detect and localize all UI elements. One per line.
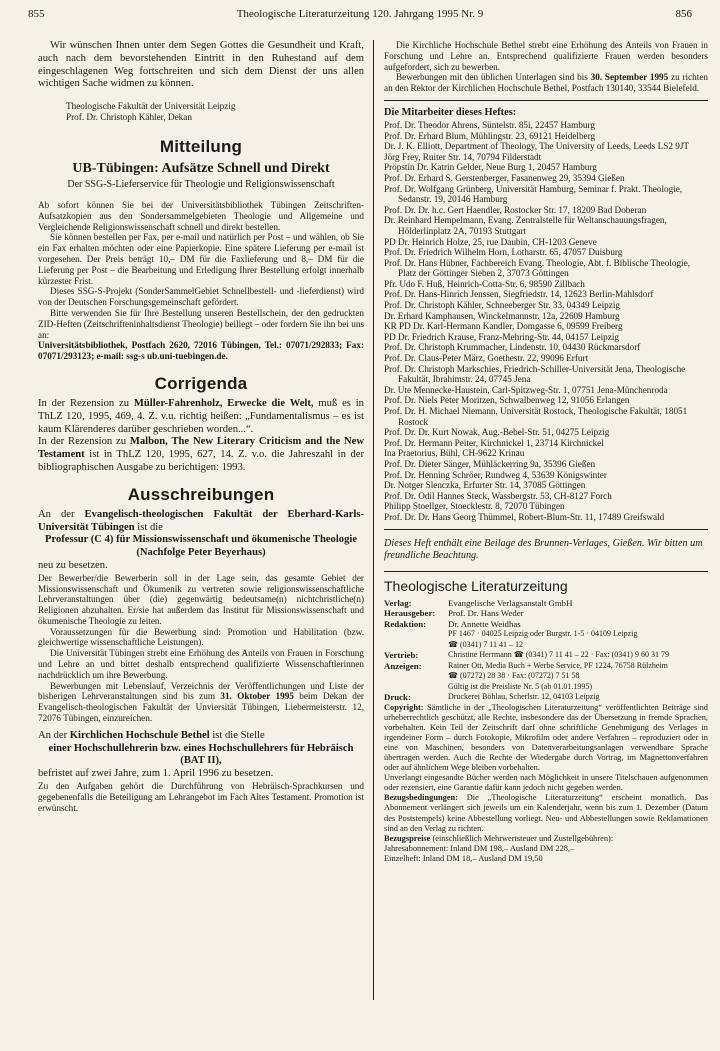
- imprint-label: Verlag:: [384, 597, 412, 608]
- imprint-label: Druck:: [384, 692, 411, 703]
- mitarbeiter-entry: Dr. J. K. Elliott, Department of Theology, The University of Leeds, Leeds LS2 9JT: [384, 141, 690, 152]
- journal-title: Theologische Literaturzeitung 120. Jahrgang 1995 Nr. 9: [236, 8, 484, 20]
- ub-paragraph-1: Ab sofort können Sie bei der Universitätsbibliothek Tübingen Zeitschriften-Aufsatzkopien aus den Sondersammelgebieten Theologie und Allgemeine und Vergleichende Religionswissenschaft schnell und direkt bestellen.: [38, 199, 364, 232]
- imprint-value: Evangelische Verlagsanstalt GmbH: [448, 597, 573, 608]
- mitarbeiter-entry: Prof. Dr. Dr. Kurt Nowak, Aug.-Bebel-Str. 51, 04275 Leipzig: [384, 427, 610, 438]
- bezugsbedingungen: Bezugsbedingungen: Die „Theologische Literaturzeitung“ erscheint monatlich. Das Abonnement verlängert sich jeweils um ein Kalenderjahr, wenn bis zum 1. Dezember (Datum des Poststempels) keine Abbestellung vorliegt. Neu- und Abbestellungen sowie Reklamationen sind an den Verlag zu richten.: [384, 793, 708, 833]
- imprint-value: Druckerei Böhlau, Scherlstr. 12, 04103 Leipzig: [448, 692, 600, 702]
- mitarbeiter-entry: Prof. Dr. Theodor Ahrens, Süntelstr. 85i, 22457 Hamburg: [384, 119, 595, 130]
- ausschreibungen-heading: Ausschreibungen: [127, 484, 275, 504]
- imprint-label: Herausgeber:: [384, 608, 436, 619]
- imprint-label: Redaktion:: [384, 618, 427, 629]
- imprint-value: Prof. Dr. Hans Weder: [448, 608, 524, 619]
- imprint-value: Rainer Ott, Media Buch + Werbe Service, PF 1224, 76758 Rülzheim ☎ (07272) 28 38 · Fax: (07272) 7 51 58 Gültig ist die Preisliste Nr. 5 (ab 01.01.1995): [448, 660, 668, 691]
- mitarbeiter-entry: Prof. Dr. Christoph Kähler, Schneeberger Str. 33, 04349 Leipzig: [384, 300, 620, 311]
- signature-dean: Prof. Dr. Christoph Kähler, Dekan: [66, 112, 192, 123]
- ub-paragraph-3: Dieses SSG-S-Projekt (SonderSammelGebiet Schnellbestell- und -lieferdienst) wird von der Deutschen Forschungsgemeinschaft gefördert.: [38, 286, 364, 308]
- mitarbeiter-entry: Prof. Dr. Hans-Hinrich Jenssen, Siegfriedstr. 14, 12623 Berlin-Mahlsdorf: [384, 289, 654, 300]
- bethel-paragraph-3: Bewerbungen mit den üblichen Unterlagen sind bis 30. September 1995 zu richten an den Rektor der Kirchlichen Hochschule Bethel, Postfach 130140, 33544 Bielefeld.: [384, 72, 708, 94]
- page-number-left: 855: [28, 8, 45, 20]
- bezugspreise-einzelheft: Einzelheft: Inland DM 18,– Ausland DM 19,50: [384, 853, 543, 863]
- bethel-paragraph-2: Die Kirchliche Hochschule Bethel strebt eine Erhöhung des Anteils von Frauen in Forschung und Lehre an. Entsprechend qualifizierte Frauen werden besonders aufgefordert, sich zu bewerben.: [384, 40, 708, 72]
- tuebingen-paragraph-3: Die Universität Tübingen strebt eine Erhöhung des Anteils von Frauen in Forschung und Lehre an und bittet deshalb entsprechend qualifizierte Wissenschaftlerinnen nachdrücklich um ihre Bewerbung.: [38, 648, 364, 680]
- ub-subheading: Der SSG-S-Lieferservice für Theologie und Religionswissenschaft: [67, 179, 335, 191]
- mitarbeiter-entry: Prof. Dr. Niels Peter Moritzen, Schwalbenweg 12, 91056 Erlangen: [384, 395, 630, 406]
- tlz-imprint-title: Theologische Literaturzeitung: [384, 577, 568, 594]
- mitarbeiter-entry: Prof. Dr. Erhard S. Gerstenberger, Fasanenweg 29, 35394 Gießen: [384, 172, 625, 183]
- mitarbeiter-entry: Dr. Erhard Kamphausen, Winckelmannstr. 12a, 22609 Hamburg: [384, 310, 620, 321]
- running-header: [28, 8, 692, 24]
- ub-address: Universitätsbibliothek, Postfach 2620, 72016 Tübingen, Tel.: 07071/292833; Fax: 07071/293123; e-mail: ssg-s ub.uni-tuebingen.de.: [38, 340, 364, 362]
- mitarbeiter-entry: Dr. Notger Slenczka, Erfurter Str. 14, 37085 Göttingen: [384, 480, 586, 491]
- mitarbeiter-list: [384, 120, 708, 523]
- mitarbeiter-entry: Prof. Dr. Hermann Peiter, Kirchnickel 1, 23714 Kirchnickel: [384, 437, 604, 448]
- ub-heading: UB-Tübingen: Aufsätze Schnell und Direkt: [72, 161, 330, 177]
- mitarbeiter-entry: Prof. Dr. H. Michael Niemann, Universität Rostock, Theologische Fakultät, 18051 Rostock: [384, 406, 688, 427]
- mitarbeiter-entry: Prof. Dr. Dr. h.c. Gert Haendler, Rostocker Str. 17, 18209 Bad Doberan: [384, 204, 647, 215]
- tuebingen-paragraph-1: Der Bewerber/die Bewerberin soll in der Lage sein, das gesamte Gebiet der Missionswissenschaft und Ökumenik zu vertreten sowie religionswissenschaftliche Lehrveranstaltungen über (die) gegenwärtig bedeutsame(n) nichtchristliche(n) Religionen abzuhalten. Er/sie hat außerdem das Institut für Missionswissenschaft und ökumenische Theologie zu leiten.: [38, 572, 364, 626]
- mitarbeiter-entry: PD Dr. Heinrich Holze, 25, rue Daubin, CH-1203 Geneve: [384, 236, 597, 247]
- mitarbeiter-entry: KR PD Dr. Karl-Hermann Kandler, Domgasse 6, 09599 Freiberg: [384, 321, 623, 332]
- divider: [384, 100, 708, 101]
- corrigenda-heading: Corrigenda: [154, 373, 248, 393]
- tuebingen-intro: An der Evangelisch-theologischen Fakultät der Eberhard-Karls-Universität Tübingen ist die: [38, 508, 364, 533]
- mitarbeiter-entry: Pfr. Udo F. Huß, Heinrich-Cotta-Str. 6, 98590 Zillbach: [384, 278, 585, 289]
- tuebingen-neu: neu zu besetzen.: [38, 559, 108, 571]
- mitarbeiter-entry: Prof. Dr. Odil Hannes Steck, Wassbergstr. 53, CH-8127 Forch: [384, 490, 612, 501]
- column-divider: [373, 40, 374, 1000]
- mitarbeiter-entry: Dr. Reinhard Hempelmann, Evang. Zentralstelle für Weltanschauungsfragen, Hölderlinplatz 2A, 70193 Stuttgart: [384, 215, 667, 236]
- bethel-befristet: befristet auf zwei Jahre, zum 1. April 1996 zu besetzen.: [38, 768, 274, 780]
- imprint-table: [384, 598, 708, 703]
- right-column: [384, 40, 708, 864]
- imprint-label: Vertrieb:: [384, 650, 419, 661]
- ub-paragraph-2: Sie können bestellen per Fax, per e-mail und natürlich per Post – und wählen, ob Sie ein Fax erhalten möchten oder eine Papierkopie. Eine spätere Lieferung per e-mail ist vorgesehen. Der Preis beträgt 10,– DM für die Faxlieferung und 8,– DM für die Lieferung per Post – die Bearbeitung und Erledigung Ihrer Bestellung erfolgt innerhalb kürzester Frist.: [38, 232, 364, 286]
- mitarbeiter-entry: Prof. Dr. Hans Hübner, Fachbereich Evang. Theologie, Abt. f. Biblische Theologie, Platz der Göttinger Sieben 2, 37073 Göttingen: [384, 257, 690, 279]
- mitarbeiter-entry: Prof. Dr. Erhard Blum, Mühlingstr. 23, 69121 Heidelberg: [384, 130, 596, 141]
- mitarbeiter-entry: Jörg Frey, Ruiter Str. 14, 70794 Filderstadt: [384, 151, 542, 162]
- mitteilung-heading: Mitteilung: [159, 137, 243, 157]
- imprint-value: Christine Herrmann ☎ (0341) 7 11 41 – 22 · Fax: (0341) 9 60 31 79: [448, 650, 669, 660]
- beilage-notice: Dieses Heft enthält eine Beilage des Brunnen-Verlages, Gießen. Wir bitten um freundliche Beachtung.: [384, 537, 703, 562]
- bethel-intro: An der Kirchlichen Hochschule Bethel ist die Stelle: [38, 729, 265, 741]
- mitarbeiter-entry: Prof. Dr. Claus-Peter März, Goethestr. 22, 99096 Erfurt: [384, 353, 589, 364]
- tuebingen-paragraph-4: Bewerbungen mit Lebenslauf, Verzeichnis der Veröffentlichungen und Liste der bisherigen Lehrveranstaltungen sind bis zum 31. Oktober 1995 beim Dekan der Evangelisch-theologischen Fakultät der Unviersität Tübingen, Liebermeisterstr. 12, 72076 Tübingen, einzureichen.: [38, 680, 364, 724]
- signature-faculty: Theologische Fakultät der Universität Leipzig: [66, 101, 236, 112]
- mitarbeiter-entry: Prof. Dr. Dieter Sänger, Mühläckerring 9a, 35396 Gießen: [384, 458, 596, 469]
- mitarbeiter-entry: Ina Praetorius, Bühl, CH-9622 Krinau: [384, 448, 525, 459]
- mitarbeiter-entry: PD Dr. Friedrich Krause, Franz-Mehring-Str. 44, 04157 Leipzig: [384, 331, 620, 342]
- mitarbeiter-entry: Prof. Dr. Christoph Markschies, Friedrich-Schiller-Universität Jena, Theologische Fakultät, Ibrahimstr. 24, 07745 Jena: [384, 363, 686, 385]
- mitarbeiter-entry: Philipp Stoellger, Stoecklestr. 8, 72070 Tübingen: [384, 501, 565, 512]
- intro-paragraph: Wir wünschen Ihnen unter dem Segen Gottes die Gesundheit und Kraft, auch nach dem bevorstehenden Eintritt in den Ruhestand auf dem eingeschlagenen Weg fortschreiten und sich dem Dienst der uns allen wichtigen Sache widmen zu können.: [38, 40, 364, 90]
- imprint-label: Anzeigen:: [384, 660, 422, 671]
- divider: [384, 529, 708, 530]
- corrigenda-entry-1: In der Rezension zu Müller-Fahrenholz, Erwecke die Welt, muß es in ThLZ 120, 1995, 469, 4. Z. v.u. richtig heißen: „Fundamentalismus – es ist kaum Klärenderes darüber geschrieben worden...“.: [38, 397, 364, 435]
- bezugspreise: Bezugspreise (einschließlich Mehrwertsteuer und Zustellgebühren):: [384, 833, 614, 843]
- mitarbeiter-entry: Prof. Dr. Henning Schröer, Rundweg 4, 53639 Königswinter: [384, 469, 607, 480]
- corrigenda-entry-2: In der Rezension zu Malbon, The New Literary Criticism and the New Testament ist in ThLZ 120, 1995, 627, 14. Z. v.o. die Jahreszahl in der bibliographischen Ausgabe zu berichtigen: 1993.: [38, 436, 364, 473]
- mitarbeiter-entry: Prof. Dr. Wolfgang Grünberg, Universität Hamburg, Seminar f. Prakt. Theologie, Sedanstr. 19, 20146 Hamburg: [384, 183, 683, 205]
- mitarbeiter-entry: Prof. Dr. Christoph Krummacher, Lindenstr. 10, 04430 Rückmarsdorf: [384, 342, 641, 353]
- mitarbeiter-entry: Prof. Dr. Friedrich Wilhelm Horn, Lotharstr. 65, 47057 Duisburg: [384, 247, 623, 258]
- page-number-right: 856: [675, 8, 692, 20]
- mitarbeiter-entry: Prof. Dr. Dr. Hans Georg Thümmel, Robert-Blum-Str. 11, 17489 Greifswald: [384, 511, 665, 522]
- tuebingen-professur: Professur (C 4) für Missionswissenschaft und ökumenische Theologie (Nachfolge Peter Beyerhaus): [44, 534, 358, 559]
- divider: [384, 571, 708, 572]
- copyright-notice: Copyright: Sämtliche in der „Theologischen Literaturzeitung“ veröffentlichten Beiträge sind urheberrechtlich geschützt, alle Rechte, insbesondere das der Übersetzung in fremde Sprachen, vorbehalten. Kein Teil der Zeitschrift darf ohne schriftliche Genehmigung des Verlages in irgendeiner Form – durch Fotokopie, Mikrofilm oder andere Verfahren – reproduziert oder in eine von Maschinen, besonders von Datenverarbeitungsanlagen verwendbare Sprache übertragen werden. Auch die Rechte der Wiedergabe durch Vortrag, im Magnettonverfahren oder auf ähnlichem Wege bleiben vorbehalten.: [384, 702, 708, 773]
- ub-paragraph-4: Bitte verwenden Sie für Ihre Bestellung unseren Bestellschein, der den gedruckten ZID-Heften (Zeitschrifteninhaltsdienst Theologie) beiliegt – oder fordern Sie ihn bei uns an:: [38, 307, 364, 340]
- left-column: [38, 40, 364, 813]
- bethel-paragraph-1: Zu den Aufgaben gehört die Durchführung von Hebräisch-Sprachkursen und gegebenenfalls die Beteiligung am Lehrangebot im Fach Altes Testament. Promotion ist erwünscht.: [38, 781, 364, 813]
- mitarbeiter-entry: Dr. Ute Mennecke-Haustein, Carl-Spitzweg-Str. 1, 07751 Jena-Münchenroda: [384, 384, 668, 395]
- bethel-position: einer Hochschullehrerin bzw. eines Hochschullehrers für Hebräisch (BAT II),: [48, 742, 354, 767]
- bezugspreise-abo: Jahresabonnement: Inland DM 198,– Ausland DM 228,–: [384, 843, 575, 853]
- unverlangt-notice: Unverlangt eingesandte Bücher werden nach Möglichkeit in unsere Titelschauen aufgenommen oder rezensiert, eine Garantie dafür kann jedoch nicht gegeben werden.: [384, 773, 708, 793]
- mitarbeiter-entry: Pröpstin Dr. Katrin Gelder, Neue Burg 1, 20457 Hamburg: [384, 162, 597, 173]
- imprint-value: Dr. Annette Weidhas PF 1467 · 04025 Leipzig oder Burgstr. 1-5 · 04109 Leipzig ☎ (0341) 7 11 41 – 12: [448, 618, 638, 649]
- tuebingen-paragraph-2: Voraussetzungen für die Bewerbung sind: Promotion und Habilitation (bzw. gleichwertige wissenschaftliche Leistungen).: [38, 626, 364, 648]
- mitarbeiter-heading: Die Mitarbeiter dieses Heftes:: [384, 106, 517, 118]
